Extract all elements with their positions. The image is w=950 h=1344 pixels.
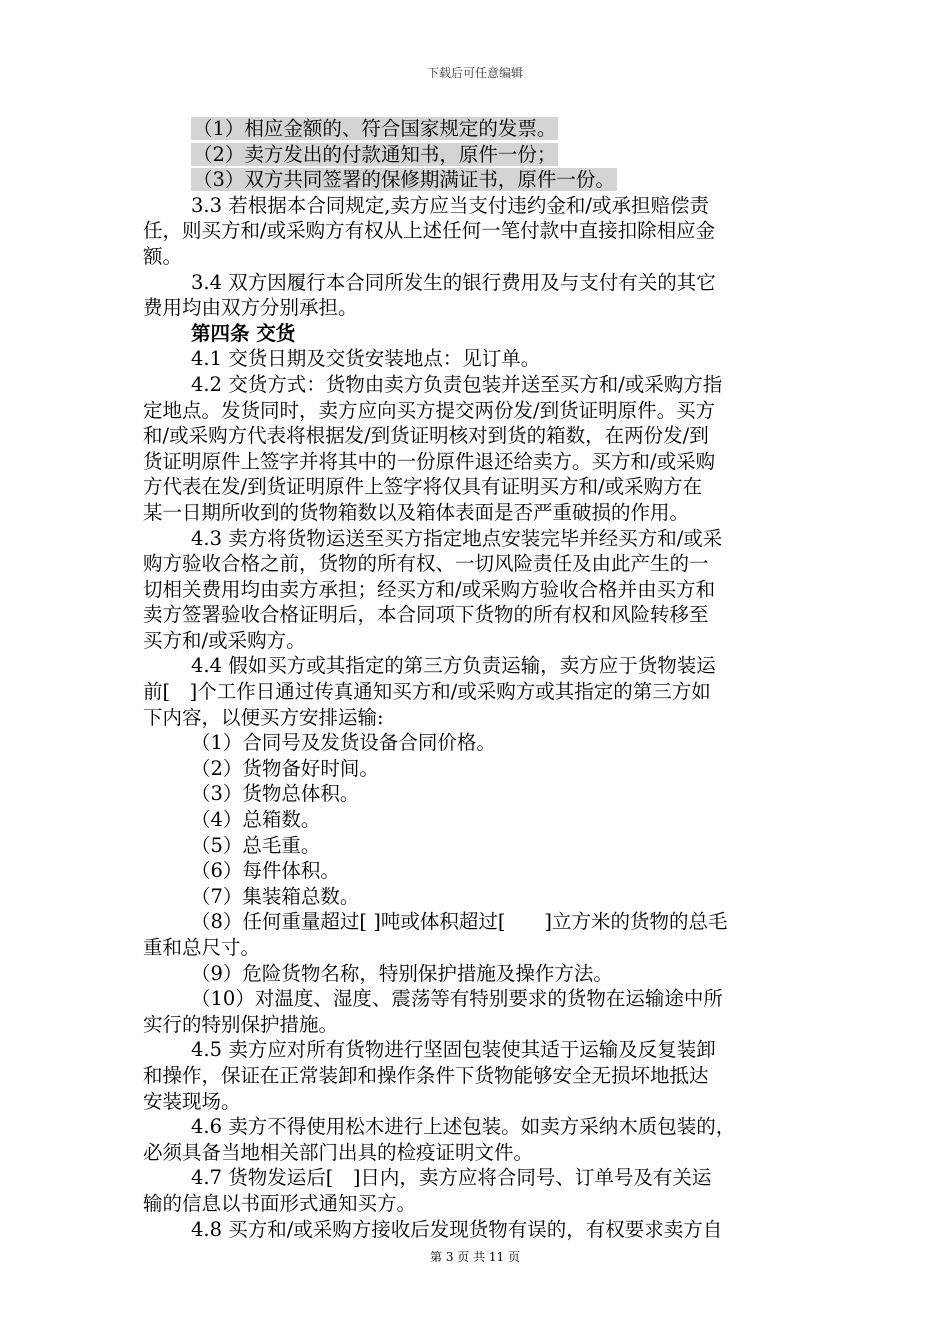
line-text: 前[ ]个工作日通过传真通知买方和/或采购方或其指定的第三方如	[143, 680, 711, 704]
text-line	[143, 1140, 807, 1166]
line-text: 3.4 双方因履行本合同所发生的银行费用及与支付有关的其它	[191, 270, 716, 294]
line-text: 4.1 交货日期及交货安装地点：见订单。	[191, 347, 541, 371]
line-text: （6）每件体积。	[191, 859, 340, 883]
line-text: 任，则买方和/或采购方有权从上述任何一笔付款中直接扣除相应金	[143, 219, 716, 243]
text-line	[143, 321, 807, 347]
line-text: （1）相应金额的、符合国家规定的发票。	[193, 117, 557, 140]
line-text: （3）双方共同签署的保修期满证书，原件一份。	[193, 168, 615, 192]
page-footer: 第 3 页 共 11 页	[430, 1250, 520, 1264]
line-text: 某一日期所收到的货物箱数以及箱体表面是否严重破损的作用。	[143, 500, 690, 524]
line-text: 4.7 货物发运后[ ]日内，卖方应将合同号、订单号及有关运	[191, 1166, 712, 1190]
line-text: 费用均由双方分别承担。	[143, 296, 358, 320]
line-text: 实行的特别保护措施。	[143, 1012, 339, 1036]
text-line	[143, 1191, 807, 1217]
line-text: 货证明原件上签字并将其中的一份原件退还给卖方。买方和/或采购	[143, 449, 716, 473]
line-text: （3）货物总体积。	[191, 782, 360, 806]
text-line	[143, 730, 807, 756]
text-line	[143, 577, 807, 603]
text-line	[143, 142, 807, 168]
text-line	[143, 167, 807, 193]
text-line	[143, 423, 807, 449]
line-text: 必须具备当地相关部门出具的检疫证明文件。	[143, 1140, 534, 1164]
line-text: 购方验收合格之前，货物的所有权、一切风险责任及由此产生的一	[143, 552, 709, 576]
line-text: 3.3 若根据本合同规定,卖方应当支付违约金和/或承担赔偿责	[191, 193, 709, 217]
text-line	[143, 526, 807, 552]
text-line	[143, 858, 807, 884]
text-line	[143, 961, 807, 987]
document-body	[143, 116, 807, 1242]
line-text: （7）集装箱总数。	[191, 884, 360, 908]
text-line	[143, 116, 807, 142]
text-line	[143, 193, 807, 219]
line-text: （5）总毛重。	[191, 833, 321, 857]
text-line	[143, 653, 807, 679]
line-text: （2）货物备好时间。	[191, 756, 379, 780]
text-line	[143, 1165, 807, 1191]
text-line	[143, 1217, 807, 1243]
text-line	[143, 551, 807, 577]
line-text: 买方和/或采购方。	[143, 628, 306, 652]
line-text: 4.6 卖方不得使用松木进行上述包装。如卖方采纳木质包装的，	[191, 1115, 736, 1139]
section-heading: 第四条 交货	[191, 321, 296, 345]
text-line	[143, 705, 807, 731]
line-text: 4.2 交货方式：货物由卖方负责包装并送至买方和/或采购方指	[191, 372, 723, 396]
line-text: 定地点。发货同时，卖方应向买方提交两份发/到货证明原件。买方	[143, 398, 716, 422]
text-line	[143, 270, 807, 296]
line-text: 和/或采购方代表将根据发/到货证明核对到货的箱数，在两份发/到	[143, 424, 709, 448]
text-line	[143, 781, 807, 807]
line-text: 切相关费用均由卖方承担；经买方和/或采购方验收合格并由买方和	[143, 577, 716, 601]
line-text: 安装现场。	[143, 1089, 241, 1113]
text-line	[143, 884, 807, 910]
text-line	[143, 500, 807, 526]
text-line	[143, 833, 807, 859]
text-line	[143, 1012, 807, 1038]
line-text: 下内容，以便买方安排运输:	[143, 705, 384, 729]
line-text: （10）对温度、湿度、震荡等有特别要求的货物在运输途中所	[191, 987, 723, 1011]
text-line	[143, 218, 807, 244]
line-text: （9）危险货物名称，特别保护措施及操作方法。	[191, 961, 613, 985]
text-line	[143, 474, 807, 500]
text-line	[143, 295, 807, 321]
line-text: 额。	[143, 244, 183, 268]
text-line	[143, 244, 807, 270]
text-line	[143, 909, 807, 935]
text-line	[143, 756, 807, 782]
line-text: 4.3 卖方将货物运送至买方指定地点安装完毕并经买方和/或采	[191, 526, 723, 550]
text-line	[143, 935, 807, 961]
line-text: （8）任何重量超过[ ]吨或体积超过[ ]立方米的货物的总毛	[191, 910, 728, 934]
line-text: （2）卖方发出的付款通知书，原件一份；	[193, 142, 557, 166]
text-line	[143, 1089, 807, 1115]
text-line	[143, 1037, 807, 1063]
line-text: 4.5 卖方应对所有货物进行坚固包装使其适于运输及反复装卸	[191, 1038, 716, 1062]
line-text: 卖方签署验收合格证明后，本合同项下货物的所有权和风险转移至	[143, 603, 709, 627]
line-text: 和操作，保证在正常装卸和操作条件下货物能够安全无损坏地抵达	[143, 1063, 709, 1087]
line-text: 重和总尺寸。	[143, 936, 261, 959]
page-header: 下载后可任意编辑	[426, 66, 523, 80]
line-text: 方代表在发/到货证明原件上签字将仅具有证明买方和/或采购方在	[143, 475, 703, 499]
text-line	[143, 602, 807, 628]
line-text: 4.4 假如买方或其指定的第三方负责运输，卖方应于货物装运	[191, 654, 716, 678]
text-line	[143, 398, 807, 424]
line-text: （1）合同号及发货设备合同价格。	[191, 731, 496, 755]
text-line	[143, 986, 807, 1012]
text-line	[143, 1114, 807, 1140]
line-text: 输的信息以书面形式通知买方。	[143, 1191, 417, 1215]
line-text: （4）总箱数。	[191, 808, 321, 832]
text-line	[143, 1063, 807, 1089]
line-text: 4.8 买方和/或采购方接收后发现货物有误的，有权要求卖方自	[191, 1217, 723, 1241]
text-line	[143, 449, 807, 475]
text-line	[143, 372, 807, 398]
text-line	[143, 807, 807, 833]
text-line	[143, 346, 807, 372]
text-line	[143, 628, 807, 654]
text-line	[143, 679, 807, 705]
